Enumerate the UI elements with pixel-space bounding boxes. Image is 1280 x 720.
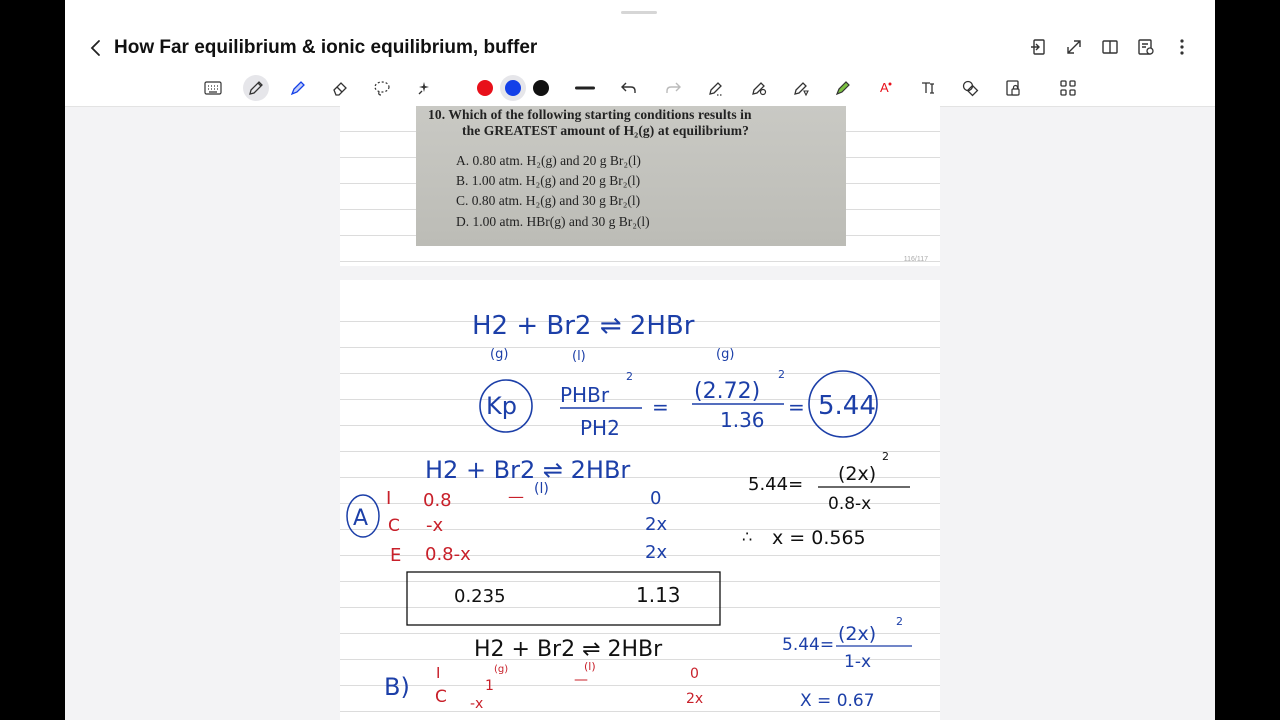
page-number: 116/117	[903, 256, 928, 263]
calc-b-lhs: 5.44=	[782, 635, 835, 655]
lasso-icon[interactable]	[369, 75, 395, 101]
case-a-label: A	[353, 506, 369, 531]
fullscreen-icon[interactable]	[1063, 36, 1085, 58]
ice-h2-change: -x	[426, 515, 444, 536]
question-line-2: the GREATEST amount of H₂(g) at equilibrium?	[462, 123, 749, 138]
kp-square-2: 2	[778, 368, 785, 381]
redo-icon[interactable]	[660, 75, 686, 101]
option-b: B. 1.00 atm. H₂(g) and 20 g Br₂(l)	[456, 173, 641, 188]
marker-icon[interactable]	[830, 75, 856, 101]
kp-den-value: 1.36	[720, 408, 765, 432]
eq2-text: H2 + Br2 ⇌ 2HBr	[425, 456, 631, 484]
handwritten-notes	[340, 280, 940, 720]
ice-br2-initial: —	[508, 487, 524, 506]
text-box-icon[interactable]	[915, 75, 941, 101]
page-settings-icon[interactable]	[1135, 36, 1157, 58]
pencil-tool-icon[interactable]	[746, 75, 772, 101]
calc-b-square: 2	[896, 615, 903, 628]
highlighter-icon[interactable]	[285, 75, 311, 101]
ice-b-h2-change: -x	[470, 696, 484, 712]
ice-hbr-equilibrium: 2x	[645, 542, 668, 563]
kp-numerator: PHBr	[560, 383, 610, 407]
ice-c-label: C	[388, 516, 400, 536]
answer-hbr: 1.13	[636, 583, 681, 607]
ice-b-state-br2: (l)	[584, 660, 596, 673]
app-window	[65, 0, 1215, 720]
more-options-icon[interactable]	[1171, 36, 1193, 58]
note-page[interactable]	[340, 280, 940, 720]
scanned-question-image	[416, 106, 846, 246]
option-a: A. 0.80 atm. H₂(g) and 20 g Br₂(l)	[456, 153, 641, 168]
calc-b-numerator: (2x)	[838, 623, 877, 645]
pen-icon[interactable]	[243, 75, 269, 101]
ice-e-label: E	[390, 545, 402, 566]
lock-icon[interactable]	[1000, 75, 1026, 101]
document-title: How Far equilibrium & ionic equilibrium, buffer	[114, 37, 538, 58]
color-blue[interactable]	[500, 75, 526, 101]
undo-icon[interactable]	[616, 75, 642, 101]
ice-h2-initial: 0.8	[423, 490, 452, 511]
eq1-text: H2 + Br2 ⇌ 2HBr	[472, 311, 695, 341]
eq2-state: (l)	[534, 481, 549, 497]
calc-a-numerator: (2x)	[838, 463, 877, 485]
svg-text:A: A	[880, 80, 889, 95]
ice-b-i-label: I	[436, 664, 441, 682]
calc-a-denominator: 0.8-x	[828, 494, 872, 514]
kp-result: 5.44	[818, 391, 876, 421]
eq1-state-h2: (g)	[490, 347, 509, 362]
answer-h2: 0.235	[454, 586, 506, 607]
ice-i-label: I	[386, 488, 392, 509]
text-style-icon[interactable]	[872, 75, 898, 101]
calc-a-lhs: 5.44=	[748, 474, 804, 495]
window-grabber[interactable]	[621, 11, 657, 14]
ice-b-h2-initial: 1	[485, 678, 494, 694]
magic-icon[interactable]	[411, 75, 437, 101]
kp-square-1: 2	[626, 370, 633, 383]
ice-b-state-h2: (g)	[494, 664, 509, 675]
stroke-width-icon[interactable]	[572, 75, 598, 101]
eq3-text: H2 + Br2 ⇌ 2HBr	[474, 637, 663, 662]
kp-denominator: PH2	[580, 416, 620, 440]
ice-b-hbr-change: 2x	[686, 691, 704, 707]
option-c: C. 0.80 atm. H₂(g) and 30 g Br₂(l)	[456, 193, 641, 208]
option-d: D. 1.00 atm. HBr(g) and 30 g Br₂(l)	[456, 214, 650, 229]
svg-text:=: =	[652, 395, 669, 419]
svg-text:=: =	[788, 395, 805, 419]
color-black[interactable]	[528, 75, 554, 101]
question-line-1: 10. Which of the following starting conditions results in	[428, 107, 752, 122]
keyboard-icon[interactable]	[200, 75, 226, 101]
question-text	[428, 107, 752, 139]
pen-settings-icon[interactable]	[703, 75, 729, 101]
result-b: X = 0.67	[800, 691, 875, 711]
case-b-label: B)	[384, 673, 410, 701]
ice-b-c-label: C	[435, 687, 447, 707]
shape-pen-icon[interactable]	[788, 75, 814, 101]
result-a: x = 0.565	[772, 527, 866, 549]
eq1-state-br2: (l)	[572, 349, 586, 364]
ice-hbr-initial: 0	[650, 488, 662, 509]
ice-hbr-change: 2x	[645, 514, 668, 535]
shapes-icon[interactable]	[957, 75, 983, 101]
color-red[interactable]	[472, 75, 498, 101]
calc-b-denominator: 1-x	[844, 652, 872, 672]
eraser-icon[interactable]	[327, 75, 353, 101]
ice-b-br2-initial: —	[574, 672, 588, 688]
eq1-state-hbr: (g)	[716, 347, 735, 362]
back-icon[interactable]	[85, 37, 107, 59]
ice-b-hbr-initial: 0	[690, 666, 699, 682]
pdf-page[interactable]	[340, 106, 940, 266]
pen-toolbar	[65, 70, 1215, 107]
therefore-symbol: ∴	[742, 527, 753, 546]
calc-a-square: 2	[882, 450, 889, 463]
title-bar	[65, 0, 1215, 70]
export-icon[interactable]	[1027, 36, 1049, 58]
kp-label: Kp	[486, 392, 517, 420]
book-view-icon[interactable]	[1099, 36, 1121, 58]
more-grid-icon[interactable]	[1055, 75, 1081, 101]
ice-h2-equilibrium: 0.8-x	[425, 544, 471, 565]
kp-num-value: (2.72)	[694, 379, 761, 404]
